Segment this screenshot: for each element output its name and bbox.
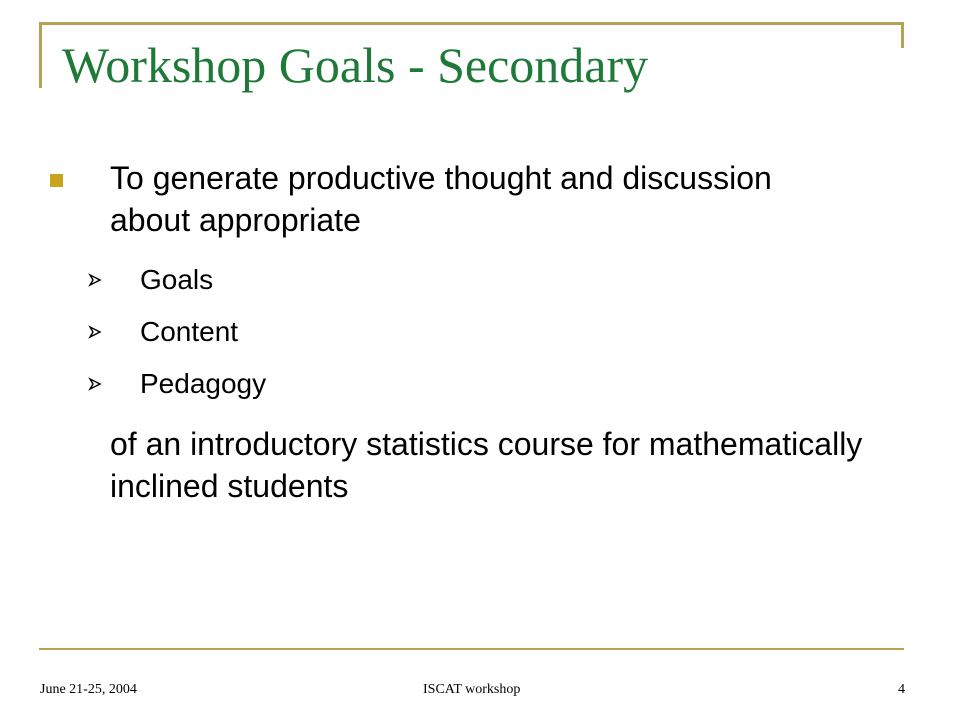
sub-item-label: Goals (140, 264, 214, 295)
arrow-bullet-icon (88, 325, 102, 339)
sub-item-label: Pedagogy (140, 368, 267, 399)
footer-title: ISCAT workshop (423, 682, 521, 697)
main-bullet-text: To generate productive thought and discussion about appropriate (110, 160, 772, 238)
sub-item-pedagogy (88, 364, 266, 404)
arrow-bullet-icon (88, 377, 102, 391)
sub-item-content (88, 312, 238, 352)
closing-text: of an introductory statistics course for mathematically inclined students (110, 426, 863, 504)
sub-item-label: Content (140, 316, 239, 347)
page-number: 4 (898, 682, 905, 697)
arrow-bullet-icon (88, 273, 102, 287)
slide-title: Workshop Goals - Secondary (62, 37, 649, 93)
sub-item-goals (88, 260, 213, 300)
square-bullet-icon (50, 174, 63, 187)
footer-date: June 21-25, 2004 (40, 682, 137, 697)
